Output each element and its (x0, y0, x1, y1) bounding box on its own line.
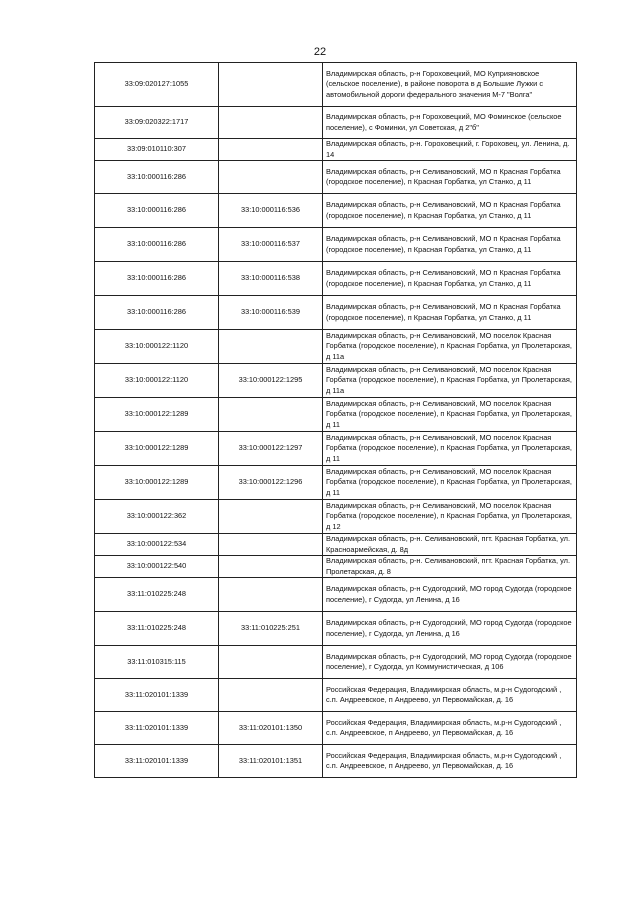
cadastral-number-cell: 33:11:020101:1339 (95, 679, 219, 712)
address-cell: Владимирская область, р-н Селивановский, МО п Красная Горбатка (городское поселение), п Красная Горбатка, ул Станко, д 11 (323, 228, 577, 262)
cadastral-number-cell: 33:11:020101:1339 (95, 712, 219, 745)
address-cell: Владимирская область, р-н Селивановский, МО поселок Красная Горбатка (городское поселение), п Красная Горбатка, ул Пролетарская, д 11 (323, 466, 577, 500)
sub-cadastral-number-cell (219, 330, 323, 364)
address-cell: Российская Федерация, Владимирская область, м.р-н Судогодский , с.п. Андреевское, п Андреево, ул Первомайская, д. 16 (323, 679, 577, 712)
sub-cadastral-number-cell: 33:11:010225:251 (219, 612, 323, 646)
address-cell: Российская Федерация, Владимирская область, м.р-н Судогодский , с.п. Андреевское, п Андреево, ул Первомайская, д. 16 (323, 712, 577, 745)
page-number: 22 (313, 46, 327, 58)
address-cell: Владимирская область, р-н Селивановский, МО поселок Красная Горбатка (городское поселение), п Красная Горбатка, ул Пролетарская, д 12 (323, 500, 577, 534)
sub-cadastral-number-cell: 33:10:000122:1297 (219, 432, 323, 466)
cadastral-number-cell: 33:10:000122:1289 (95, 398, 219, 432)
address-cell: Владимирская область, р-н Селивановский, МО поселок Красная Горбатка (городское поселение), п Красная Горбатка, ул Пролетарская, д 11 (323, 398, 577, 432)
table-row (95, 63, 577, 107)
cadastral-number-cell: 33:10:000122:534 (95, 534, 219, 556)
address-cell: Владимирская область, р-н Селивановский, МО п Красная Горбатка (городское поселение), п Красная Горбатка, ул Станко, д 11 (323, 161, 577, 194)
address-cell: Владимирская область, р-н Селивановский, МО поселок Красная Горбатка (городское поселение), п Красная Горбатка, ул Пролетарская, д 11а (323, 330, 577, 364)
table-row (95, 556, 577, 578)
sub-cadastral-number-cell (219, 500, 323, 534)
table-row (95, 330, 577, 364)
table-row (95, 712, 577, 745)
cadastral-number-cell: 33:10:000116:286 (95, 296, 219, 330)
sub-cadastral-number-cell (219, 646, 323, 679)
address-cell: Владимирская область, р-н Гороховецкий, МО Куприяновское (сельское поселение), в районе поворота в д Большие Лужки с автомобильной дороги федерального значения М-7 "Волга" (323, 63, 577, 107)
table-row (95, 107, 577, 139)
table-row (95, 646, 577, 679)
cadastral-number-cell: 33:09:020127:1055 (95, 63, 219, 107)
sub-cadastral-number-cell (219, 556, 323, 578)
cadastral-number-cell: 33:10:000122:1120 (95, 330, 219, 364)
cadastral-number-cell: 33:10:000122:1120 (95, 364, 219, 398)
sub-cadastral-number-cell: 33:10:000116:537 (219, 228, 323, 262)
sub-cadastral-number-cell (219, 679, 323, 712)
cadastral-number-cell: 33:10:000116:286 (95, 161, 219, 194)
table-row (95, 432, 577, 466)
sub-cadastral-number-cell (219, 161, 323, 194)
sub-cadastral-number-cell: 33:10:000116:536 (219, 194, 323, 228)
cadastral-number-cell: 33:11:010225:248 (95, 612, 219, 646)
sub-cadastral-number-cell: 33:11:020101:1351 (219, 745, 323, 778)
table-row (95, 262, 577, 296)
table-row (95, 466, 577, 500)
cadastral-number-cell: 33:10:000122:1289 (95, 466, 219, 500)
cadastral-number-cell: 33:10:000116:286 (95, 262, 219, 296)
address-cell: Владимирская область, р-н. Селивановский, пгт. Красная Горбатка, ул. Пролетарская, д. 8 (323, 556, 577, 578)
address-cell: Владимирская область, р-н Гороховецкий, МО Фоминское (сельское поселение), с Фоминки, ул Советская, д 2"б" (323, 107, 577, 139)
sub-cadastral-number-cell (219, 578, 323, 612)
address-cell: Владимирская область, р-н Селивановский, МО поселок Красная Горбатка (городское поселение), п Красная Горбатка, ул Пролетарская, д 11а (323, 364, 577, 398)
cadastral-number-cell: 33:10:000116:286 (95, 194, 219, 228)
cadastral-number-cell: 33:11:020101:1339 (95, 745, 219, 778)
sub-cadastral-number-cell: 33:10:000116:539 (219, 296, 323, 330)
table-row (95, 612, 577, 646)
sub-cadastral-number-cell (219, 139, 323, 161)
cadastral-number-cell: 33:10:000122:1289 (95, 432, 219, 466)
table-row (95, 679, 577, 712)
sub-cadastral-number-cell: 33:10:000122:1295 (219, 364, 323, 398)
address-cell: Владимирская область, р-н Селивановский, МО поселок Красная Горбатка (городское поселение), п Красная Горбатка, ул Пролетарская, д 11 (323, 432, 577, 466)
table-body (95, 63, 577, 778)
table-row (95, 745, 577, 778)
sub-cadastral-number-cell (219, 398, 323, 432)
address-cell: Владимирская область, р-н Селивановский, МО п Красная Горбатка (городское поселение), п Красная Горбатка, ул Станко, д 11 (323, 262, 577, 296)
cadastral-number-cell: 33:11:010315:115 (95, 646, 219, 679)
table-row (95, 534, 577, 556)
address-cell: Владимирская область, р-н. Гороховецкий, г. Гороховец, ул. Ленина, д. 14 (323, 139, 577, 161)
table-row (95, 500, 577, 534)
address-cell: Владимирская область, р-н. Селивановский, пгт. Красная Горбатка, ул. Красноармейская, д. 8д (323, 534, 577, 556)
cadastral-number-cell: 33:11:010225:248 (95, 578, 219, 612)
cadastral-number-cell: 33:10:000122:540 (95, 556, 219, 578)
sub-cadastral-number-cell: 33:11:020101:1350 (219, 712, 323, 745)
cadastral-number-cell: 33:09:010110:307 (95, 139, 219, 161)
sub-cadastral-number-cell (219, 534, 323, 556)
cadastral-number-cell: 33:09:020322:1717 (95, 107, 219, 139)
cadastral-number-cell: 33:10:000122:362 (95, 500, 219, 534)
table-row (95, 296, 577, 330)
address-cell: Российская Федерация, Владимирская область, м.р-н Судогодский , с.п. Андреевское, п Андреево, ул Первомайская, д. 16 (323, 745, 577, 778)
sub-cadastral-number-cell (219, 63, 323, 107)
sub-cadastral-number-cell (219, 107, 323, 139)
table-row (95, 578, 577, 612)
table-row (95, 194, 577, 228)
table-row (95, 161, 577, 194)
address-cell: Владимирская область, р-н Селивановский, МО п Красная Горбатка (городское поселение), п Красная Горбатка, ул Станко, д 11 (323, 194, 577, 228)
property-table (94, 62, 577, 778)
address-cell: Владимирская область, р-н Селивановский, МО п Красная Горбатка (городское поселение), п Красная Горбатка, ул Станко, д 11 (323, 296, 577, 330)
cadastral-number-cell: 33:10:000116:286 (95, 228, 219, 262)
address-cell: Владимирская область, р-н Судогодский, МО город Судогда (городское поселение), г Судогда, ул Ленина, д 16 (323, 612, 577, 646)
sub-cadastral-number-cell: 33:10:000116:538 (219, 262, 323, 296)
address-cell: Владимирская область, р-н Судогодский, МО город Судогда (городское поселение), г Судогда, ул Ленина, д 16 (323, 578, 577, 612)
sub-cadastral-number-cell: 33:10:000122:1296 (219, 466, 323, 500)
table-row (95, 364, 577, 398)
table-row (95, 228, 577, 262)
address-cell: Владимирская область, р-н Судогодский, МО город Судогда (городское поселение), г Судогда, ул Коммунистическая, д 106 (323, 646, 577, 679)
table-row (95, 139, 577, 161)
table-row (95, 398, 577, 432)
